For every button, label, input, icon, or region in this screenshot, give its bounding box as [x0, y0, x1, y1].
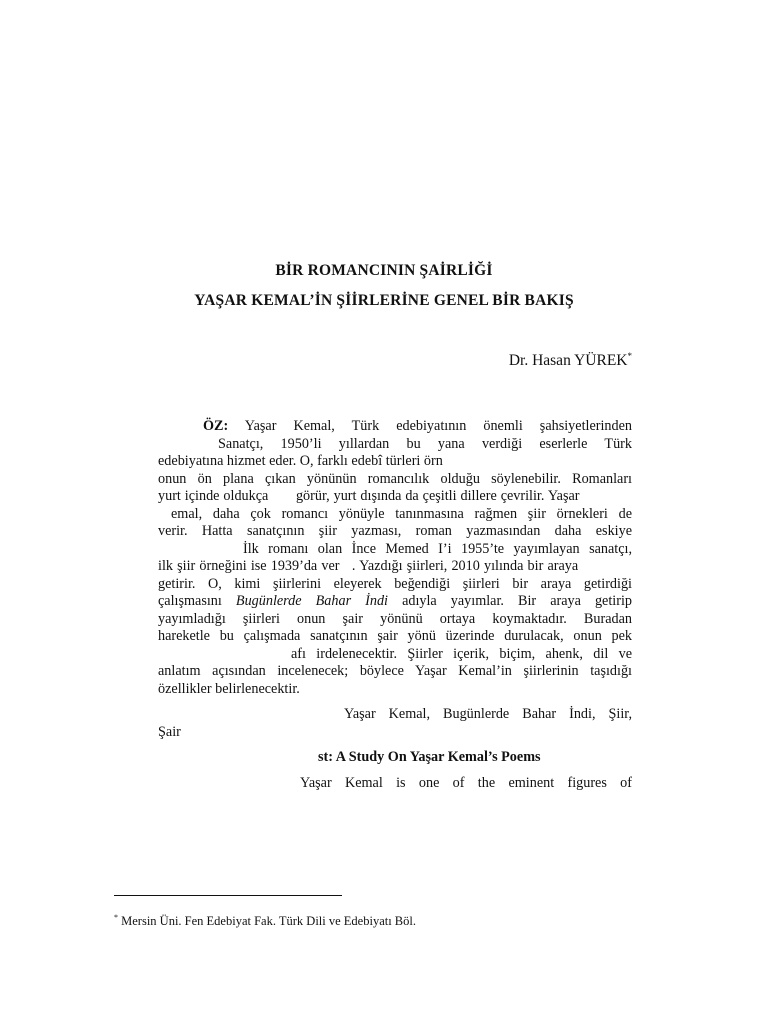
footnote-mark: *: [114, 913, 118, 922]
abstract-line-1-text: Yaşar Kemal, Türk edebiyatının önemli şahsiyetlerinden: [244, 418, 632, 434]
abstract-line-11-a: çalışmasını: [158, 593, 222, 609]
author-footnote-mark: *: [627, 351, 632, 361]
keywords-line-2: Şair: [158, 724, 181, 740]
abstract-line-15: anlatım açısından incelenecek; böylece Yaşar Kemal’in şiirlerinin taşıdığı: [158, 663, 632, 679]
abstract-line-13: hareketle bu çalışmada sanatçının şair yönü üzerinde durulacak, onun pek: [158, 628, 632, 644]
keywords-line-1: Yaşar Kemal, Bugünlerde Bahar İndi, Şiir,: [344, 706, 632, 722]
footnote: [114, 913, 416, 929]
abstract-line-16: özellikler belirlenecektir.: [158, 681, 300, 697]
abstract-label: ÖZ:: [203, 418, 229, 434]
abstract-line-6: emal, daha çok romancı yönüyle tanınmasına rağmen şiir örnekleri de: [171, 506, 632, 522]
english-title: st: A Study On Yaşar Kemal’s Poems: [318, 749, 541, 765]
abstract-line-1: [203, 418, 632, 435]
author-name: [509, 351, 632, 370]
book-title: Bugünlerde Bahar İndi: [235, 593, 388, 609]
abstract-line-12: yayımladığı şiirleri onun şair yönünü ortaya koymaktadır. Buradan: [158, 611, 632, 627]
abstract-line-10: getirir. O, kimi şiirlerini eleyerek beğendiği şiirleri bir araya getirdiği: [158, 576, 632, 592]
abstract-line-11: [158, 593, 632, 610]
footnote-rule: [114, 895, 342, 896]
title-line-2: YAŞAR KEMAL’İN ŞİİRLERİNE GENEL BİR BAKIŞ: [194, 292, 574, 309]
abstract-line-5: yurt içinde oldukça görür, yurt dışında da çeşitli dillere çevrilir. Yaşar: [158, 488, 580, 504]
abstract-line-3: edebiyatına hizmet eder. O, farklı edebî türleri örn: [158, 453, 443, 469]
footnote-text: Mersin Üni. Fen Edebiyat Fak. Türk Dili ve Edebiyatı Böl.: [121, 914, 416, 928]
abstract-line-7: verir. Hatta sanatçının şiir yazması, roman yazmasından daha eskiye: [158, 523, 632, 539]
abstract-line-2: Sanatçı, 1950’li yıllardan bu yana verdiği eserlerle Türk: [218, 436, 632, 452]
author-name-text: Dr. Hasan YÜREK: [508, 352, 628, 369]
abstract-line-4: onun ön plana çıkan yönünün romancılık olduğu söylenebilir. Romanları: [158, 471, 632, 487]
abstract-line-11-c: adıyla yayımlar. Bir araya getirip: [402, 593, 633, 609]
abstract-line-8: İlk romanı olan İnce Memed I’i 1955’te yayımlayan sanatçı,: [243, 541, 632, 557]
english-abstract-line-1: Yaşar Kemal is one of the eminent figures of: [300, 775, 632, 791]
title-line-1: BİR ROMANCININ ŞAİRLİĞİ: [275, 262, 493, 279]
abstract-line-9: ilk şiir örneğini ise 1939’da ver . Yazdığı şiirleri, 2010 yılında bir araya: [158, 558, 579, 574]
abstract-line-14: afı irdelenecektir. Şiirler içerik, biçim, ahenk, dil ve: [291, 646, 632, 662]
